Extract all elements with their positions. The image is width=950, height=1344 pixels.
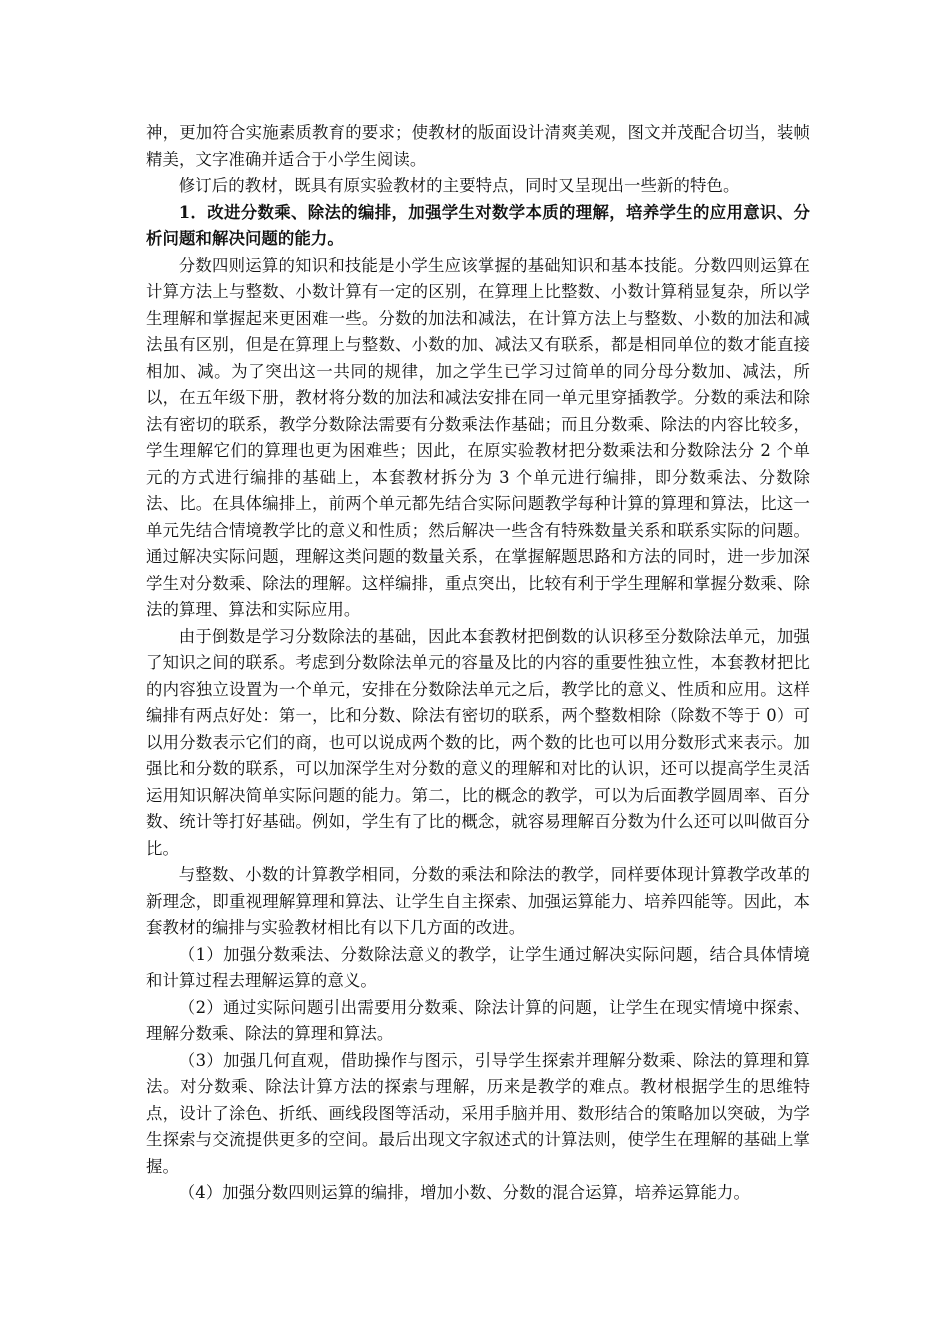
paragraph-body: 分数四则运算的知识和技能是小学生应该掌握的基础知识和基本技能。分数四则运算在计算方法上与整数、小数计算有一定的区别，在算理上比整数、小数计算稍显复杂，所以学生理解和掌握起来更困难一些。分数的加法和减法，在计算方法上与整数、小数的加法和减法虽有区别，但是在算理上与整数、小数的加、减法又有联系，都是相同单位的数才能直接相加、减。为了突出这一共同的规律，加之学生已学习过简单的同分母分数加、减法，所以，在五年级下册，教材将分数的加法和减法安排在同一单元里穿插教学。分数的乘法和除法有密切的联系，教学分数除法需要有分数乘法作基础；而且分数乘、除法的内容比较多，学生理解它们的算理也更为困难些；因此，在原实验教材把分数乘法和分数除法分 2 个单元的方式进行编排的基础上，本套教材拆分为 3 个单元进行编排，即分数乘法、分数除法、比。在具体编排上，前两个单元都先结合实际问题教学每种计算的算理和算法，比这一单元先结合情境教学比的意义和性质；然后解决一些含有特殊数量关系和联系实际的问题。通过解决实际问题，理解这类问题的数量关系，在掌握解题思路和方法的同时，进一步加深学生对分数乘、除法的理解。这样编排，重点突出，比较有利于学生理解和掌握分数乘、除法的算理、算法和实际应用。	[146, 255, 810, 619]
list-item: （3）加强几何直观，借助操作与图示，引导学生探索并理解分数乘、除法的算理和算法。对分数乘、除法计算方法的探索与理解，历来是教学的难点。教材根据学生的思维特点，设计了涂色、折纸、画线段图等活动，采用手脑并用、数形结合的策略加以突破，为学生探索与交流提供更多的空间。最后出现文字叙述式的计算法则，使学生在理解的基础上掌握。	[146, 1050, 810, 1176]
list-item: （1）加强分数乘法、分数除法意义的教学，让学生通过解决实际问题，结合具体情境和计算过程去理解运算的意义。	[146, 944, 810, 990]
list-item: （2）通过实际问题引出需要用分数乘、除法计算的问题，让学生在现实情境中探索、理解分数乘、除法的算理和算法。	[146, 997, 810, 1043]
paragraph-body: 由于倒数是学习分数除法的基础，因此本套教材把倒数的认识移至分数除法单元，加强了知识之间的联系。考虑到分数除法单元的容量及比的内容的重要性独立性，本套教材把比的内容独立设置为一个单元，安排在分数除法单元之后，教学比的意义、性质和应用。这样编排有两点好处：第一，比和分数、除法有密切的联系，两个整数相除（除数不等于 0）可以用分数表示它们的商，也可以说成两个数的比，两个数的比也可以用分数形式来表示。加强比和分数的联系，可以加深学生对分数的意义的理解和对比的认识，还可以提高学生灵活运用知识解决简单实际问题的能力。第二，比的概念的教学，可以为后面教学圆周率、百分数、统计等打好基础。例如，学生有了比的概念，就容易理解百分数为什么还可以叫做百分比。	[146, 626, 810, 858]
paragraph-continuation: 神，更加符合实施素质教育的要求；使教材的版面设计清爽美观，图文并茂配合切当，装帧精美，文字准确并适合于小学生阅读。	[146, 123, 810, 169]
section-heading: 1．改进分数乘、除法的编排，加强学生对数学本质的理解，培养学生的应用意识、分析问题和解决问题的能力。	[146, 202, 810, 248]
paragraph-intro: 修订后的教材，既具有原实验教材的主要特点，同时又呈现出一些新的特色。	[178, 176, 740, 195]
paragraph-body: 与整数、小数的计算教学相同，分数的乘法和除法的教学，同样要体现计算教学改革的新理念，即重视理解算理和算法、让学生自主探索、加强运算能力、培养四能等。因此，本套教材的编排与实验教材相比有以下几方面的改进。	[146, 865, 810, 937]
document-body	[146, 120, 810, 1207]
list-item: （4）加强分数四则运算的编排，增加小数、分数的混合运算，培养运算能力。	[178, 1183, 751, 1202]
